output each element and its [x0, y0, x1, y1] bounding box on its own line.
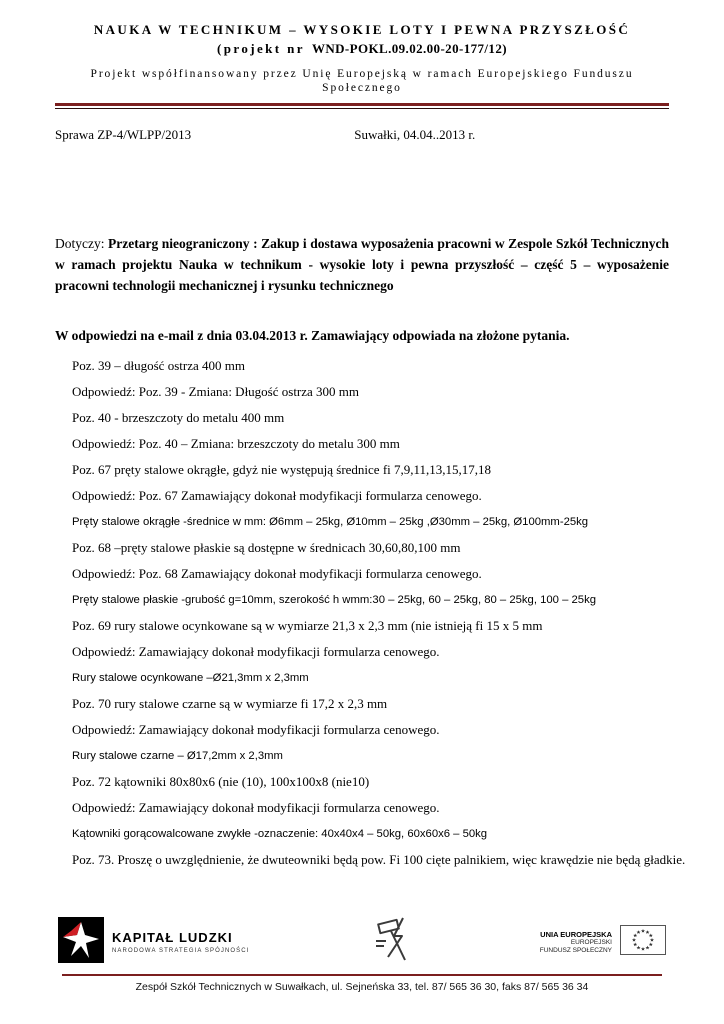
- school-logo: [372, 915, 418, 970]
- regarding-paragraph: [55, 233, 669, 296]
- eu-flag-icon: [620, 925, 666, 960]
- eu-text: [540, 930, 612, 955]
- place-and-date: Suwałki, 04.04..2013 r.: [354, 127, 476, 142]
- header-divider: [55, 103, 669, 109]
- spec-line: Kątowniki gorącowalcowane zwykłe -oznaczenie: 40x40x4 – 50kg, 60x60x6 – 50kg: [72, 828, 488, 840]
- regarding-text: Przetarg nieograniczony : Zakup i dostawa wyposażenia pracowni w Zespole Szkół Technicznych w ramach projektu Nauka w technikum - wysokie loty i pewna przyszłość – część 5 – wyposażenie pracowni technologii mechanicznej i rysunku technicznego: [55, 236, 670, 293]
- qa-line: Odpowiedź: Zamawiający dokonał modyfikacji formularza cenowego.: [72, 644, 440, 659]
- spec-line: Rury stalowe ocynkowane –Ø21,3mm x 2,3mm: [72, 672, 309, 684]
- intro-paragraph: W odpowiedzi na e-mail z dnia 03.04.2013 r. Zamawiający odpowiada na złożone pytania.: [55, 328, 570, 343]
- footer-logos: [0, 916, 724, 968]
- header-divider-thin: [55, 108, 669, 109]
- spec-line: Pręty stalowe płaskie -grubość g=10mm, szerokość h wmm:30 – 25kg, 60 – 25kg, 80 – 25kg, 100 – 25kg: [72, 594, 597, 606]
- case-number: Sprawa ZP-4/WLPP/2013: [55, 127, 192, 142]
- spec-line: Pręty stalowe okrągłe -średnice w mm: Ø6mm – 25kg, Ø10mm – 25kg ,Ø30mm – 25kg, Ø100mm-25kg: [72, 516, 589, 528]
- qa-line: Poz. 72 kątowniki 80x80x6 (nie (10), 100x100x8 (nie10): [72, 774, 370, 789]
- eu-logo: [540, 925, 666, 960]
- cofinancing-subtitle: Projekt współfinansowany przez Unię Europejską w ramach Europejskiego Funduszu Społecznego: [90, 68, 634, 94]
- project-number: WND-POKL.09.02.00-20-177/12): [311, 41, 507, 56]
- footer-address: Zespół Szkół Technicznych w Suwałkach, ul. Sejneńska 33, tel. 87/ 565 36 30, faks 87/ 565 36 34: [135, 981, 589, 993]
- qa-line: Odpowiedź: Zamawiający dokonał modyfikacji formularza cenowego.: [72, 800, 440, 815]
- qa-line: Odpowiedź: Poz. 67 Zamawiający dokonał modyfikacji formularza cenowego.: [72, 488, 482, 503]
- project-title: NAUKA W TECHNIKUM – WYSOKIE LOTY I PEWNA PRZYSZŁOŚĆ: [93, 22, 631, 37]
- qa-line: Odpowiedź: Poz. 68 Zamawiający dokonał modyfikacji formularza cenowego.: [72, 566, 482, 581]
- qa-line: Poz. 69 rury stalowe ocynkowane są w wymiarze 21,3 x 2,3 mm (nie istnieją fi 15 x 5 mm: [72, 618, 543, 633]
- eu-fund-line1: EUROPEJSKI: [570, 938, 612, 946]
- qa-line: Poz. 67 pręty stalowe okrągłe, gdyż nie występują średnice fi 7,9,11,13,15,17,18: [72, 462, 492, 477]
- header-divider-thick: [55, 103, 669, 106]
- qa-line: Poz. 73. Proszę o uwzględnienie, że dwuteowniki będą pow. Fi 100 cięte palnikiem, więc krawędzie nie będą gładkie.: [72, 852, 686, 867]
- qa-line: Poz. 39 – długość ostrza 400 mm: [72, 358, 245, 373]
- spec-line: Rury stalowe czarne – Ø17,2mm x 2,3mm: [72, 750, 283, 762]
- qa-line: Poz. 40 - brzeszczoty do metalu 400 mm: [72, 410, 285, 425]
- page-footer: [0, 916, 724, 994]
- qa-line: Odpowiedź: Zamawiający dokonał modyfikacji formularza cenowego.: [72, 722, 440, 737]
- qa-line: Poz. 68 –pręty stalowe płaskie są dostępne w średnicach 30,60,80,100 mm: [72, 540, 461, 555]
- meta-row: [55, 127, 669, 143]
- footer-divider: [62, 974, 662, 976]
- kapital-ludzki-name: KAPITAŁ LUDZKI: [112, 930, 233, 945]
- eu-fund-line2: FUNDUSZ SPOŁECZNY: [539, 946, 612, 954]
- project-number-line: [55, 41, 669, 57]
- kapital-ludzki-subtitle: NARODOWA STRATEGIA SPÓJNOŚCI: [112, 948, 250, 954]
- eu-name: UNIA EUROPEJSKA: [540, 929, 612, 939]
- kapital-ludzki-star-icon: [58, 917, 104, 968]
- kapital-ludzki-logo: [58, 917, 249, 968]
- qa-line: Poz. 70 rury stalowe czarne są w wymiarze fi 17,2 x 2,3 mm: [72, 696, 388, 711]
- qa-line: Odpowiedź: Poz. 39 - Zmiana: Długość ostrza 300 mm: [72, 384, 360, 399]
- qa-list: [55, 358, 686, 867]
- project-number-prefix: (projekt nr: [217, 41, 305, 56]
- regarding-label: Dotyczy:: [55, 236, 105, 251]
- qa-line: Odpowiedź: Poz. 40 – Zmiana: brzeszczoty do metalu 300 mm: [72, 436, 400, 451]
- kapital-ludzki-text: [112, 930, 249, 954]
